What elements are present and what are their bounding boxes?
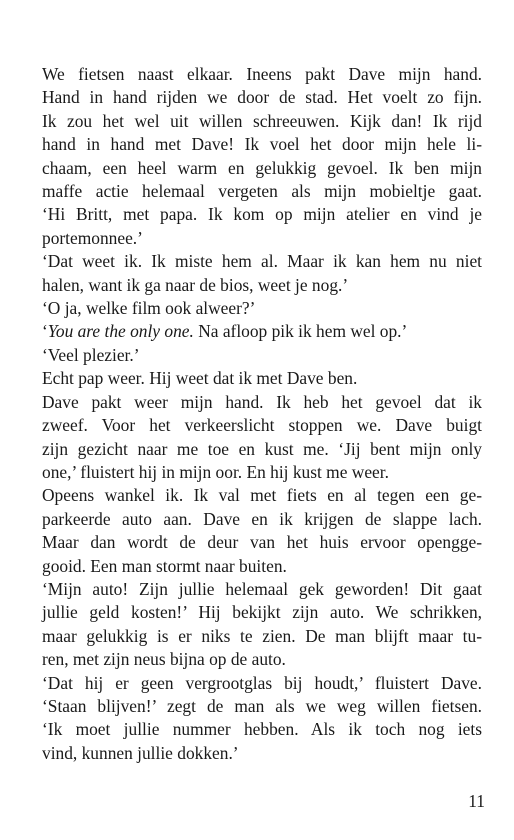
text-line: ‘O ja, welke film ook alweer?’: [42, 298, 256, 319]
text-line: one,’ fluistert hij in mijn oor. En hij kust me weer.: [42, 461, 389, 482]
text-line: gooid. Een man stormt naar buiten.: [42, 555, 287, 576]
text-line: ‘Staan blijven!’ zegt de man als we weg willen fietsen.: [42, 695, 482, 716]
text-line: We fietsen naast elkaar. Ineens pakt Dave mijn hand.: [42, 64, 482, 84]
text-line: halen, want ik ga naar de bios, weet je nog.’: [42, 274, 349, 295]
text-line: vind, kunnen jullie dokken.’: [42, 742, 239, 763]
text-line: Maar dan wordt de deur van het huis ervoor opengge-: [42, 532, 482, 553]
text-line: zijn gezicht naar me toe en kust me. ‘Jij bent mijn only: [42, 438, 482, 459]
page-number: 11: [468, 791, 485, 811]
text-line: Echt pap weer. Hij weet dat ik met Dave ben.: [42, 368, 358, 389]
text-line: zweef. Voor het verkeerslicht stoppen we. Dave buigt: [42, 415, 482, 436]
text-line: ‘Mijn auto! Zijn jullie helemaal gek geworden! Dit gaat: [42, 578, 482, 599]
text-line: maffe actie helemaal vergeten als mijn mobieltje gaat.: [42, 181, 482, 202]
italic-title: You are the only one.: [47, 321, 194, 342]
text-line: portemonnee.’: [42, 227, 143, 248]
text-line: ‘Dat hij er geen vergrootglas bij houdt,’ fluistert Dave.: [42, 672, 482, 693]
text-line: chaam, een heel warm en gelukkig gevoel. Ik ben mijn: [42, 157, 482, 178]
open-quote: ‘: [42, 321, 48, 342]
text-line: Ik zou het wel uit willen schreeuwen. Kijk dan! Ik rijd: [42, 110, 482, 131]
text-line-mixed: [42, 320, 482, 343]
text-line: ‘Hi Britt, met papa. Ik kom op mijn atelier en vind je: [42, 204, 482, 225]
text-line: ren, met zijn neus bijna op de auto.: [42, 649, 286, 670]
text-line: ‘Veel plezier.’: [42, 344, 140, 365]
text-line: Hand in hand rijden we door de stad. Het voelt zo fijn.: [42, 87, 482, 108]
text-line: parkeerde auto aan. Dave en ik krijgen de slappe lach.: [42, 508, 482, 529]
text-line: ‘Dat weet ik. Ik miste hem al. Maar ik kan hem nu niet: [42, 251, 482, 272]
text-line: maar gelukkig is er niks te zien. De man blijft maar tu-: [42, 625, 482, 646]
text-run: Na afloop pik ik hem wel op.’: [193, 321, 408, 342]
text-line: Dave pakt weer mijn hand. Ik heb het gevoel dat ik: [42, 391, 482, 412]
body-text: [42, 63, 482, 765]
text-line: ‘Ik moet jullie nummer hebben. Als ik toch nog iets: [42, 719, 482, 740]
text-line: hand in hand met Dave! Ik voel het door mijn hele li-: [42, 134, 482, 155]
text-line: Opeens wankel ik. Ik val met fiets en al tegen een ge-: [42, 485, 482, 506]
text-line: jullie geld kosten!’ Hij bekijkt zijn auto. We schrikken,: [42, 602, 482, 623]
